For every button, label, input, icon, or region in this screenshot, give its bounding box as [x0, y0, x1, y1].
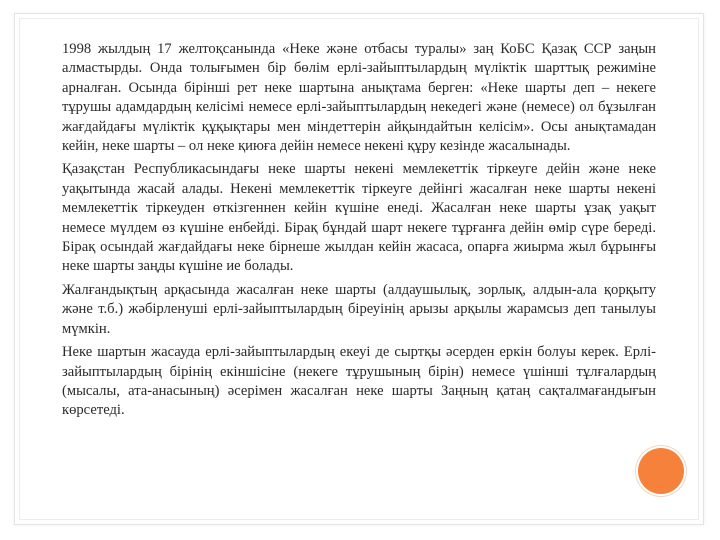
paragraph-1: 1998 жылдың 17 желтоқсанында «Неке және отбасы туралы» заң КоБС Қазақ ССР заңын алмастырды. Онда толығымен бір бөлім ерлі-зайыптылардың мүліктік шарттық режиміне арналған. Осында бірінші рет неке шартына анықтама берген: «Неке шарты деп – некеге тұрушы адамдардың келісімі немесе ерлі-зайыптылардың некедегі және (немесе) ол бұзылған жағдайдағы мүліктік құқықтары мен міндеттерін айқындайтын келісім». Осы анықтамадан кейін, неке шарты – ол неке қиюға дейін немесе некені құру кезінде жасалынады. [62, 41, 656, 155]
paragraph-2: Қазақстан Республикасындағы неке шарты некені мемлекеттік тіркеуге дейін және неке уақытында жасай алады. Некені мемлекеттік тіркеуге дейінгі жасалған неке шарты некені мемлекеттік тіркеуден өткізгеннен кейін күшіне енеді. Жасалған неке шарты ұзақ уақыт немесе мүлдем өз күшіне енбейді. Бірақ бұндай шарт некеге тұрғанға дейін өмір сүре береді. Бірақ осындай жағдайдағы неке бірнеше жылдан кейін жасаса, опарға жиырма жыл бұрынғы неке шарты заңды күшіне ие болады. [62, 161, 656, 275]
decorative-circle-icon [638, 448, 684, 494]
paragraph-3: Жалғандықтың арқасында жасалған неке шарты (алдаушылық, зорлық, алдын-ала қорқыту және т.б.) жәбірленуші ерлі-зайыптылардың біреуінің арызы арқылы жарамсыз деп танылуы мүмкін. [62, 281, 656, 337]
paragraph-4: Неке шартын жасауда ерлі-зайыптылардың екеуі де сыртқы әсерден еркін болуы керек. Ерлі-зайыптылардың бірінің екіншісіне (некеге тұрушының бірін) немесе үшінші тұлғалардың (мысалы, ата-анасының) әсерімен жасалған неке шарты Заңның қатаң сақталмағандығын көрсетеді. [62, 344, 656, 419]
slide-body [62, 40, 656, 425]
